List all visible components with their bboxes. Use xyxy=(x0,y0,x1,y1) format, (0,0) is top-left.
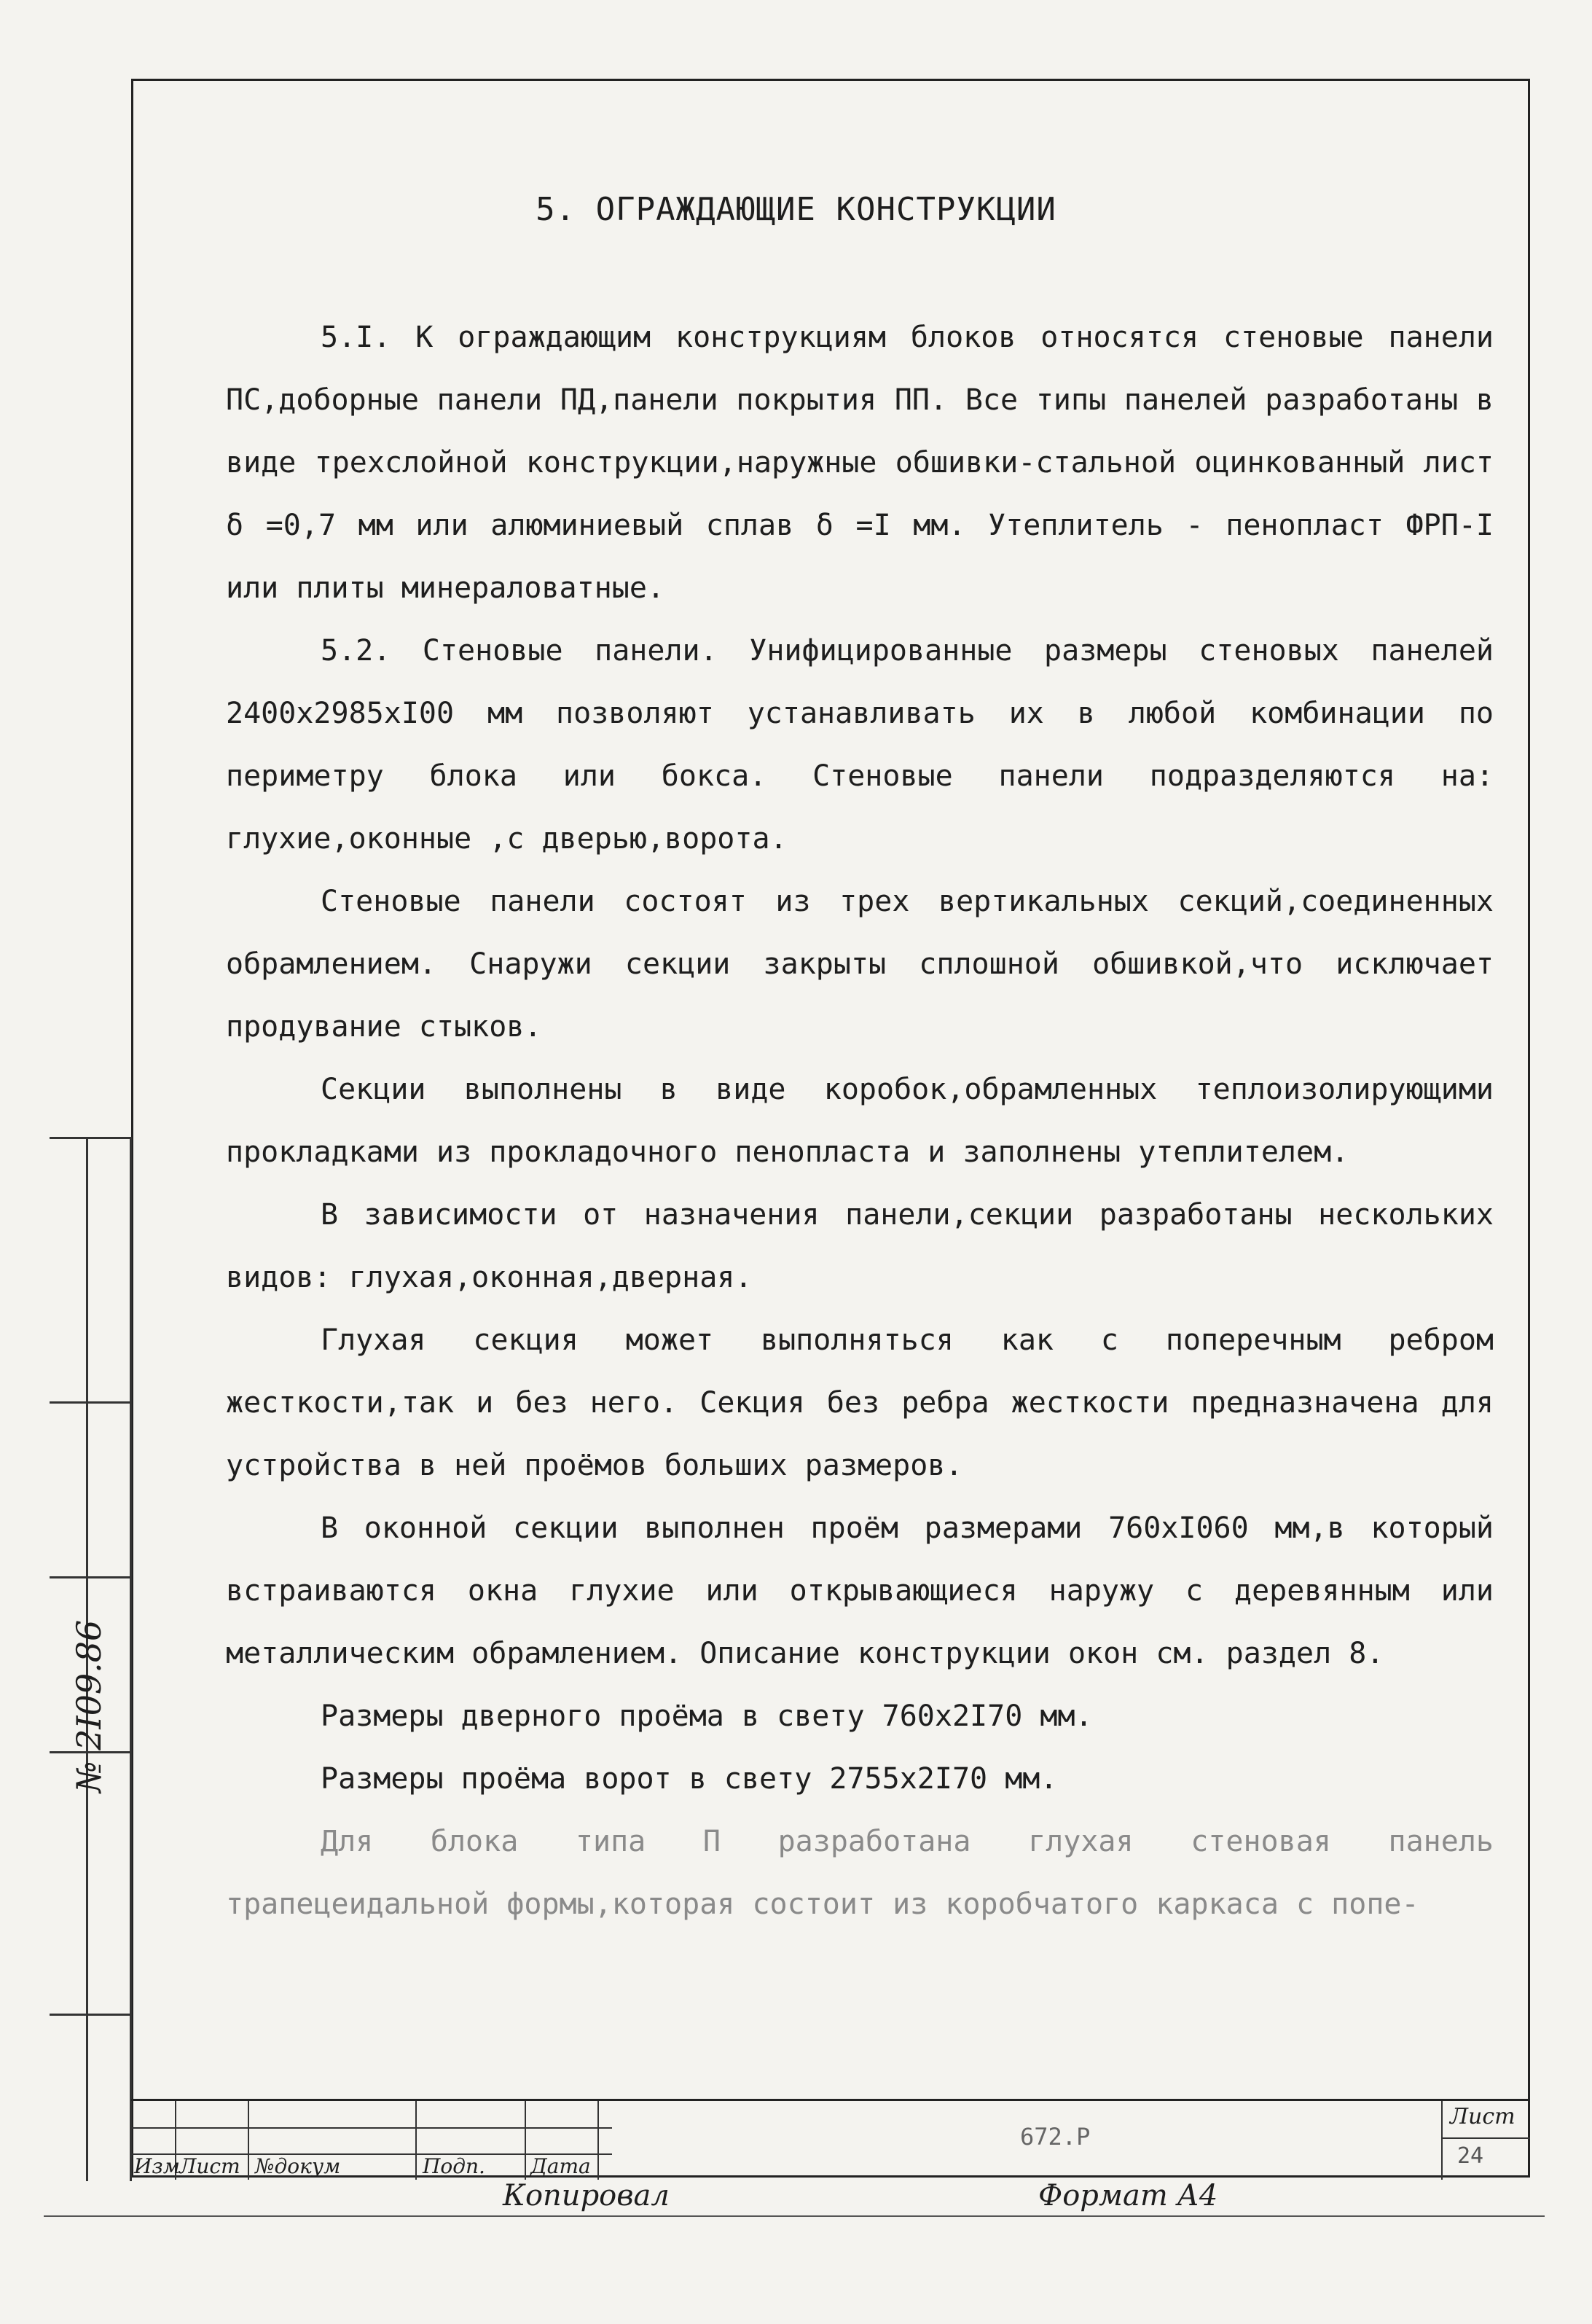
label-sheet: Лист xyxy=(179,2154,240,2178)
grid-line xyxy=(1443,2137,1530,2139)
sheet-number: 24 xyxy=(1457,2143,1484,2169)
paragraph-boxes: Секции выполнены в виде коробок,обрамленных теплоизолирующими прокладками из прокладочного пенопласта и заполнены утеплителем. xyxy=(226,1073,1494,1169)
document-code: 672.Р xyxy=(1020,2123,1091,2151)
sheet-label: Лист xyxy=(1450,2104,1515,2129)
label-doc-number: №докум xyxy=(255,2154,341,2178)
paragraph-blind-section: Глухая секция может выполняться как с поперечным ребром жесткости,так и без него. Секция без ребра жесткости предназначена для устройства в ней проёмов больших размеров. xyxy=(226,1323,1494,1482)
paragraph-5-2: 5.2. Стеновые панели. Унифицированные размеры стеновых панелей 2400х2985хI00 мм позволяют устанавливать их в любой комбинации по периметру блока или бокса. Стеновые панели подразделяются на: глухие,оконные ,с дверью,ворота. xyxy=(226,634,1494,856)
paragraph-types: В зависимости от назначения панели,секции разработаны нескольких видов: глухая,оконная,дверная. xyxy=(226,1198,1494,1294)
paper-format: Формат А4 xyxy=(1038,2179,1218,2213)
footer-line xyxy=(44,2215,1545,2217)
paragraph-sections: Стеновые панели состоят из трех вертикальных секций,соединенных обрамлением. Снаружи секции закрыты сплошной обшивкой,что исключает продувание стыков. xyxy=(226,885,1494,1044)
binding-row-line xyxy=(50,1401,130,1404)
title-block-labels xyxy=(131,2153,612,2178)
paragraph-window-section: В оконной секции выполнен проём размерами 760хI060 мм,в который встраиваются окна глухие или открывающиеся наружу с деревянным или металлическим обрамлением. Описание конструкции окон см. раздел 8. xyxy=(226,1511,1494,1670)
grid-line xyxy=(131,2127,612,2129)
paragraph-door-opening: Размеры дверного проёма в свету 760х2I70 мм. xyxy=(321,1699,1093,1733)
copied-by: Копировал xyxy=(503,2179,670,2213)
label-change: Изм xyxy=(134,2154,180,2178)
sheet-box xyxy=(1441,2101,1530,2180)
binding-row-line xyxy=(50,2014,130,2016)
binding-row-line xyxy=(50,1576,130,1578)
paragraph-gate-opening: Размеры проёма ворот в свету 2755х2I70 мм. xyxy=(321,1762,1058,1796)
inventory-stamp: № 2I09.86 xyxy=(69,1619,109,1793)
body-text xyxy=(226,306,1494,1936)
title-block xyxy=(131,2099,1530,2180)
label-signature: Подп. xyxy=(423,2154,485,2178)
paragraph-trapezoid: Для блока типа П разработана глухая стеновая панель трапецеидальной формы,которая состоит из коробчатого каркаса с попе- xyxy=(226,1825,1494,1921)
paragraph-5-1: 5.I. К ограждающим конструкциям блоков относятся стеновые панели ПС,доборные панели ПД,панели покрытия ПП. Все типы панелей разработаны в виде трехслойной конструкции,наружные обшивки-стальной оцинкованный лист δ =0,7 мм или алюминиевый сплав δ =I мм. Утеплитель - пенопласт ФРП-I или плиты минераловатные. xyxy=(226,321,1494,605)
label-date: Дата xyxy=(530,2154,591,2178)
section-heading: 5. ОГРАЖДАЮЩИЕ КОНСТРУКЦИИ xyxy=(536,191,1056,228)
